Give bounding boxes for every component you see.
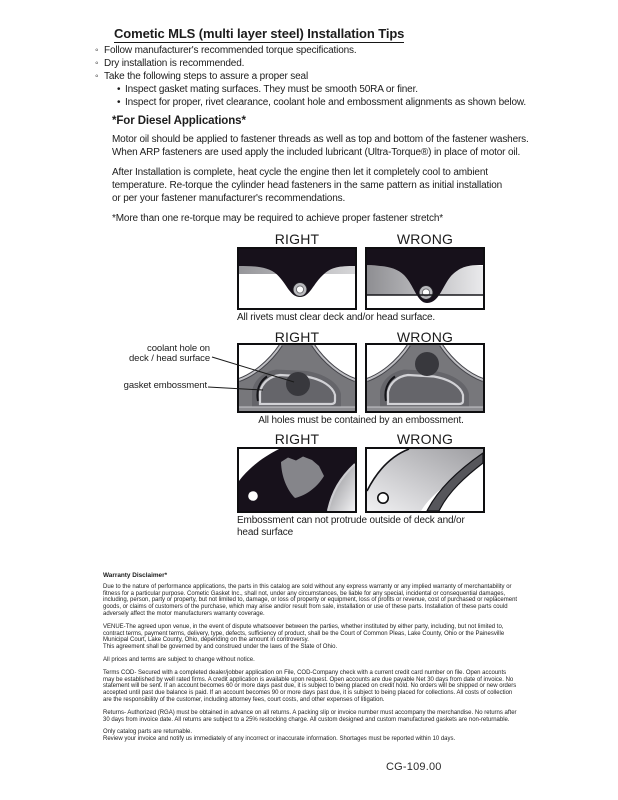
list-sub-item: [117, 96, 526, 109]
bolt-hole: [248, 491, 258, 501]
paragraph-line: or per your fastener manufacturer's recommendations.: [112, 193, 346, 204]
protrusion-caption: Embossment can not protrude outside of deck and/or head surface: [237, 515, 465, 538]
rivet-wrong-svg: [365, 247, 485, 310]
rivet-right-svg: [237, 247, 357, 310]
protrusion-right-illustration: [237, 447, 357, 513]
embossment-right-illustration: [237, 343, 357, 413]
disclaimer-paragraph: VENUE-The agreed upon venue, in the event of dispute whatsoever between the parties, whether instituted by either party, including, but not limited to, contract terms, payment terms, delivery, type, defects, sufficiency of product, shall be the Court of Common Pleas, Lake County, Ohio or the Painesville Municipal Court, Lake County, Ohio, depending on the amount in controversy.: [103, 623, 505, 644]
list-item: [95, 70, 526, 83]
coolant-hole-label-line2: deck / head surface: [128, 352, 210, 364]
wrong-header: WRONG: [396, 329, 454, 345]
disclaimer-paragraph: Returns- Authorized (RGA) must be obtained in advance on all returns. A packing slip or invoice number must accompany the merchandise. No returns after 30 days from invoice date. All returns are subject to a 25% restocking charge. All custom designed and custom manufactured gaskets are non-returnable.: [103, 709, 517, 723]
right-header: RIGHT: [274, 329, 320, 345]
section-heading: *For Diesel Applications*: [112, 115, 246, 127]
disclaimer-heading: Warranty Disclaimer*: [103, 572, 168, 579]
list-item-text: Take the following steps to assure a proper seal: [104, 71, 309, 82]
list-item-text: Dry installation is recommended.: [104, 58, 245, 69]
coolant-hole-label: [88, 344, 210, 363]
coolant-hole-misaligned: [415, 352, 439, 376]
wrong-header: WRONG: [396, 431, 454, 447]
paragraph-line: *More than one re-torque may be required to achieve proper fastener stretch*: [112, 213, 444, 224]
embossment-right-svg: [237, 343, 357, 413]
warranty-disclaimer: [103, 573, 519, 749]
rivet-right-illustration: [237, 247, 357, 310]
protrusion-wrong-svg: [365, 447, 485, 513]
list-item: [95, 44, 526, 57]
embossment-wrong-svg: [365, 343, 485, 413]
circle-bullet-icon: ◦: [95, 71, 99, 82]
disclaimer-paragraph: This agreement shall be governed by and construed under the laws of the State of Ohio.: [103, 644, 338, 651]
paragraph-line: Motor oil should be applied to fastener threads as well as top and bottom of the fastener washers.: [112, 134, 529, 145]
paragraph: [112, 166, 562, 205]
paragraph-line: temperature. Re-torque the cylinder head fasteners in the same pattern as initial installation: [112, 180, 503, 191]
page-title: [114, 26, 404, 43]
bolt-hole: [378, 493, 388, 503]
paragraph-line: When ARP fasteners are used apply the included lubricant (Ultra-Torque®) in place of motor oil.: [112, 147, 521, 158]
dot-bullet-icon: •: [117, 84, 121, 95]
disclaimer-paragraph: All prices and terms are subject to change without notice.: [103, 656, 255, 663]
list-item-text: Inspect for proper, rivet clearance, coolant hole and embossment alignments as shown below.: [125, 97, 527, 108]
protrusion-wrong-illustration: [365, 447, 485, 513]
protrusion-right-svg: [237, 447, 357, 513]
rivet-caption: All rivets must clear deck and/or head surface.: [237, 312, 436, 323]
paragraph: [112, 212, 562, 225]
list-item: [95, 57, 526, 70]
paragraph-line: After Installation is complete, heat cycle the engine then let it completely cool to ambient: [112, 167, 488, 178]
rivet-icon: [419, 286, 433, 300]
disclaimer-paragraph: Due to the nature of performance applications, the parts in this catalog are sold without any express warranty or any implied warranty of merchantability or fitness for a particular purpose. Cometic Gasket Inc., shall not, under any circumstances, be liable for any special, incidental or consequential damages, including, person, party or property, but not limited to, damage, or loss of property or equipment, loss of profits or revenue, cost of purchased or replacement goods, or claims of customers of the purchase, which may arise and/or result from sale, installation or use of these parts. Installation of these parts could adversely affect the motor manufacturers warranty coverage.: [103, 583, 518, 617]
right-header: RIGHT: [274, 431, 320, 447]
rivet-wrong-illustration: [365, 247, 485, 310]
circle-bullet-icon: ◦: [95, 45, 99, 56]
disclaimer-paragraph: Terms COD- Secured with a completed dealer/jobber application on File, COD-Company check with a current credit card number on file. Open accounts may be established by well rated firms. A credit application is available upon request. Open accounts are due payable Net 30 days from date of invoice. No statement will be sent. If an account becomes 60 or more days past due, it is subject to being placed on credit hold. No orders will be shipped or new orders accepted until past due balance is paid. If an account becomes 90 or more days past due, it is subject to being placed for collections. All costs of collection are the responsibility of the customer, including attorney fees, court costs, and other expenses of litigation.: [103, 669, 517, 703]
coolant-hole-label-line1: coolant hole on: [147, 343, 210, 354]
rivet-icon: [293, 283, 307, 297]
list-item-text: Inspect gasket mating surfaces. They must be smooth 50RA or finer.: [125, 84, 418, 95]
disclaimer-paragraph: Only catalog parts are returnable.: [103, 729, 193, 736]
page-code: CG-109.00: [386, 761, 442, 773]
circle-bullet-icon: ◦: [95, 58, 99, 69]
disclaimer-paragraph: Review your invoice and notify us immediately of any incorrect or inaccurate information. Shortages must be reported within 10 days.: [103, 736, 456, 743]
installation-tips-list: [95, 44, 526, 109]
wrong-header: WRONG: [396, 231, 454, 247]
list-sub-item: [117, 83, 526, 96]
coolant-hole: [286, 372, 310, 396]
diesel-applications-section: [112, 115, 562, 232]
right-header: RIGHT: [274, 231, 320, 247]
gasket-embossment-label: gasket embossment: [123, 380, 207, 391]
dot-bullet-icon: •: [117, 97, 121, 108]
list-item-text: Follow manufacturer's recommended torque specifications.: [104, 45, 357, 56]
page-title-text: Cometic MLS (multi layer steel) Installation Tips: [114, 26, 405, 41]
embossment-caption: All holes must be contained by an embossment.: [258, 415, 464, 426]
embossment-wrong-illustration: [365, 343, 485, 413]
paragraph: [112, 133, 562, 159]
